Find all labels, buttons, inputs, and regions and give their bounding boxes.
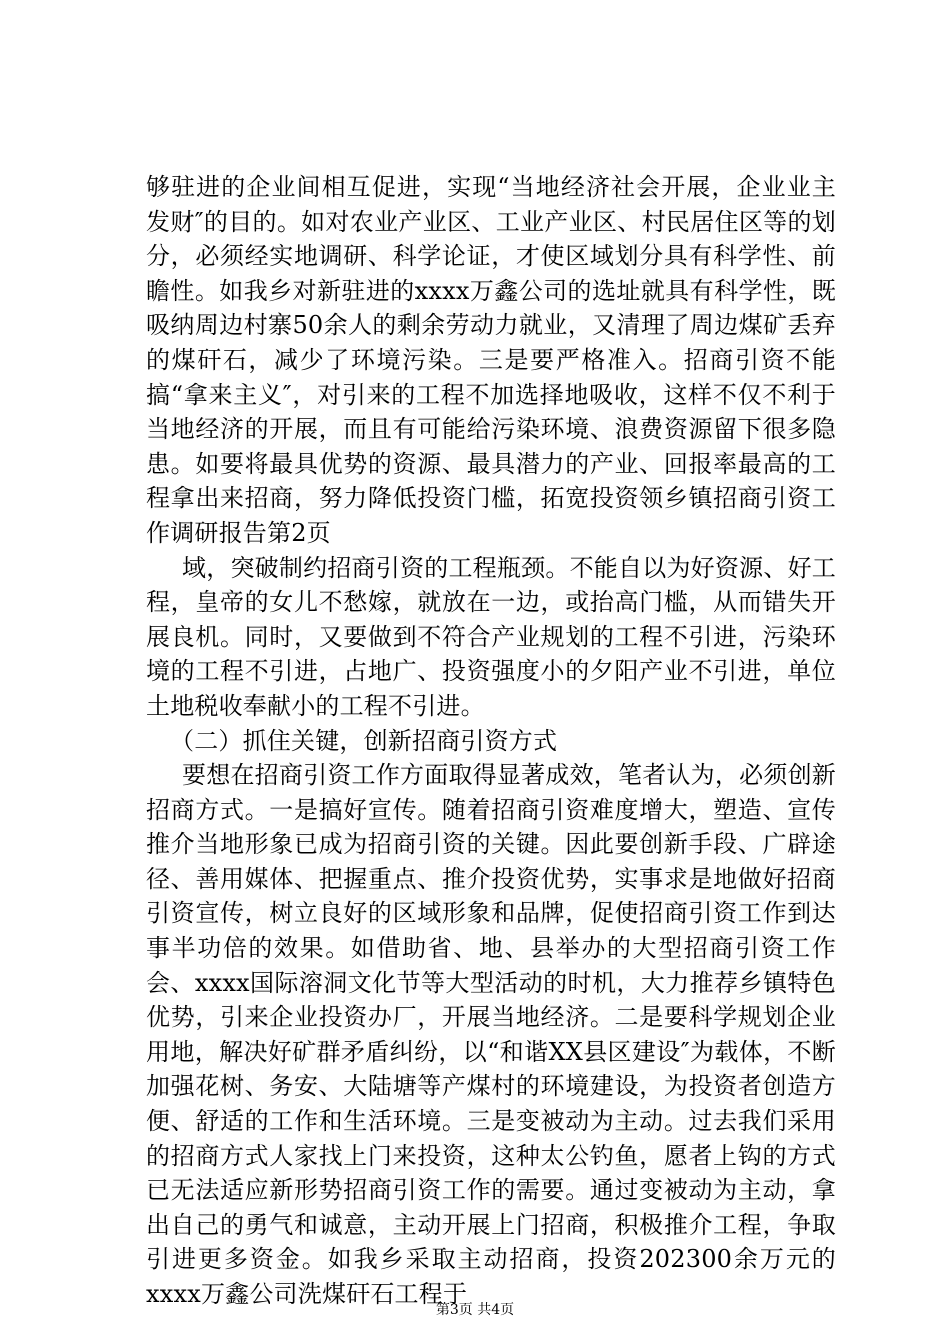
page-footer: 第3页 共4页 xyxy=(435,1302,515,1318)
paragraph-restrictions: 域，突破制约招商引资的工程瓶颈。不能自以为好资源、好工程，皇帝的女儿不愁嫁，就放在一边，或抬高门槛，从而错失开展良机。同时，又要做到不符合产业规划的工程不引进，污染环境的工程不引进，占地广、投资强度小的夕阳产业不引进，单位土地税收奉献小的工程不引进。 xyxy=(146,553,836,720)
paragraph-investment-methods: 要想在招商引资工作方面取得显著成效，笔者认为，必须创新招商方式。一是搞好宣传。随着招商引资难度增大，塑造、宣传推介当地形象已成为招商引资的关键。因此要创新手段、广辟途径、善用媒体、把握重点、推介投资优势，实事求是地做好招商引资宣传，树立良好的区域形象和品牌，促使招商引资工作到达事半功倍的效果。如借助省、地、县举办的大型招商引资工作会、xxxx国际溶洞文化节等大型活动的时机，大力推荐乡镇特色优势，引来企业投资办厂，开展当地经济。二是要科学规划企业用地，解决好矿群矛盾纠纷，以“和谐XX县区建设″为载体，不断加强花树、务安、大陆塘等产煤村的环境建设，为投资者创造方便、舒适的工作和生活环境。三是变被动为主动。过去我们采用的招商方式人家找上门来投资，这种太公钓鱼，愿者上钩的方式已无法适应新形势招商引资工作的需要。通过变被动为主动，拿出自己的勇气和诚意，主动开展上门招商，积极推介工程，争取引进更多资金。如我乡采取主动招商，投资202300余万元的xxxx万鑫公司洗煤矸石工程于 xyxy=(146,761,836,1308)
paragraph-continuation: 够驻进的企业间相互促进，实现“当地经济社会开展，企业业主发财″的目的。如对农业产业区、工业产业区、村民居住区等的划分，必须经实地调研、科学论证，才使区域划分具有科学性、前瞻性。如我乡对新驻进的xxxx万鑫公司的选址就具有科学性，既吸纳周边村寨50余人的剩余劳动力就业，又清理了周边煤矿丢弃的煤矸石，减少了环境污染。三是要严格准入。招商引资不能搞“拿来主义″，对引来的工程不加选择地吸收，这样不仅不利于当地经济的开展，而且有可能给污染环境、浪费资源留下很多隐患。如要将最具优势的资源、最具潜力的产业、回报率最高的工程拿出来招商，努力降低投资门槛，拓宽投资领乡镇招商引资工作调研报告第2页 xyxy=(146,173,836,547)
document-body xyxy=(146,170,836,1312)
section-heading: （二）抓住关键，创新招商引资方式 xyxy=(170,726,558,755)
